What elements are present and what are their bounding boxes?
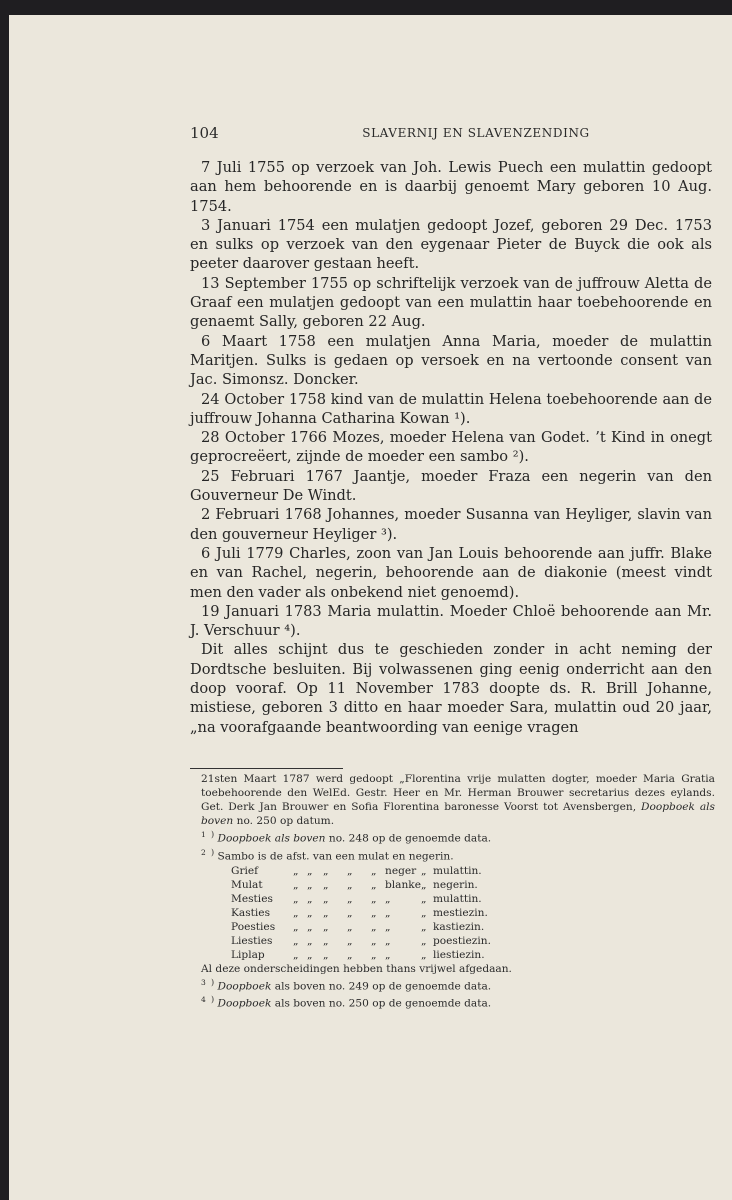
ditto-mark: „	[323, 920, 329, 933]
ditto-mark: „	[371, 948, 377, 961]
paragraph: 6 Juli 1779 Charles, zoon van Jan Louis behoorende aan juffr. Blake en van Rachel, negerin, behoorende aan de diakonie (meest vindt men den vader als onbekend niet genoemd).	[190, 544, 712, 601]
sambo-row	[219, 948, 715, 962]
ditto-mark: „	[293, 934, 299, 947]
sambo-term: Liesties	[231, 934, 273, 947]
ditto-mark: „	[371, 892, 377, 905]
main-text	[190, 158, 712, 737]
ditto-mark: „	[307, 878, 313, 891]
sambo-table	[201, 864, 715, 962]
sambo-parent-2: kastiezin.	[433, 920, 485, 933]
sambo-row	[219, 934, 715, 948]
sambo-parent-2: mulattin.	[433, 892, 482, 905]
ditto-mark: „	[347, 920, 353, 933]
ditto-mark: „	[347, 864, 353, 877]
sambo-parent-2: poestiezin.	[433, 934, 491, 947]
page-header	[190, 124, 712, 144]
paragraph: 24 October 1758 kind van de mulattin Helena toebehoorende aan de juffrouw Johanna Catharina Kowan ¹).	[190, 390, 712, 427]
ditto-mark: „	[307, 920, 313, 933]
ditto-mark: „	[293, 906, 299, 919]
sambo-term: Mesties	[231, 892, 273, 905]
ditto-mark: „	[307, 892, 313, 905]
ditto-mark: „	[323, 878, 329, 891]
ditto-mark: „	[421, 906, 427, 919]
paragraph: 19 Januari 1783 Maria mulattin. Moeder Chloë behoorende aan Mr. J. Verschuur ⁴).	[190, 602, 712, 640]
sambo-row	[219, 920, 715, 934]
ditto-mark: „	[421, 892, 427, 905]
ditto-mark: „	[371, 864, 377, 877]
ditto-mark: „	[323, 948, 329, 961]
footnote-rule	[190, 768, 343, 769]
sambo-parent-1: „	[385, 920, 391, 933]
sambo-term: Mulat	[231, 878, 263, 891]
running-head: SLAVERNIJ EN SLAVENZENDING	[362, 126, 590, 140]
footnote-continuation: 21sten Maart 1787 werd gedoopt „Florentina vrije mulatten dogter, moeder Maria Gratia toebehoorende den WelEd. Gestr. Heer en Mr. Herman Brouwer secretarius dezes eylands. Get. Derk Jan Brouwer en Sofia Florentina baronesse Voorst tot Avensbergen, Doopboek als boven no. 250 op datum.	[201, 773, 715, 828]
paragraph: 28 October 1766 Mozes, moeder Helena van Godet. ’t Kind in onegt geprocreëert, zijnde de moeder een sambo ²).	[190, 429, 712, 466]
sambo-parent-1: „	[385, 892, 391, 905]
ditto-mark: „	[323, 892, 329, 905]
sambo-term: Liplap	[231, 948, 265, 961]
sambo-row	[219, 878, 715, 892]
ditto-mark: „	[421, 878, 427, 891]
sambo-term: Grief	[231, 864, 259, 877]
ditto-mark: „	[307, 906, 313, 919]
ditto-mark: „	[293, 892, 299, 905]
footnote-4: 4 ) Doopboek als boven no. 250 op de genoemde data.	[201, 995, 492, 1010]
sambo-parent-1: „	[385, 948, 391, 961]
ditto-mark: „	[347, 906, 353, 919]
ditto-mark: „	[421, 864, 427, 877]
sambo-parent-2: negerin.	[433, 878, 478, 891]
ditto-mark: „	[347, 934, 353, 947]
ditto-mark: „	[371, 906, 377, 919]
sambo-parent-1: neger	[385, 864, 417, 877]
ditto-mark: „	[421, 920, 427, 933]
footnote-3: 3 ) Doopboek als boven no. 249 op de genoemde data.	[201, 977, 492, 993]
ditto-mark: „	[293, 920, 299, 933]
ditto-mark: „	[347, 878, 353, 891]
footnote-2: 2 ) Sambo is de afst. van een mulat en negerin.	[201, 848, 454, 863]
paragraph: 25 Februari 1767 Jaantje, moeder Fraza een negerin van den Gouverneur De Windt.	[190, 467, 712, 505]
ditto-mark: „	[307, 934, 313, 947]
ditto-mark: „	[323, 906, 329, 919]
footnotes	[201, 772, 715, 1011]
ditto-mark: „	[347, 948, 353, 961]
sambo-term: Poesties	[231, 920, 276, 933]
ditto-mark: „	[293, 948, 299, 961]
paragraph: 6 Maart 1758 een mulatjen Anna Maria, moeder de mulattin Maritjen. Sulks is gedaen op versoek en na vertoonde consent van Jac. Simonsz. Doncker.	[190, 332, 712, 389]
ditto-mark: „	[371, 878, 377, 891]
sambo-parent-2: mulattin.	[433, 864, 482, 877]
footnote-2-close: Al deze onderscheidingen hebben thans vrijwel afgedaan.	[201, 962, 512, 975]
sambo-parent-2: liestiezin.	[433, 948, 485, 961]
ditto-mark: „	[371, 920, 377, 933]
sambo-term: Kasties	[231, 906, 271, 919]
paragraph: 2 Februari 1768 Johannes, moeder Susanna van Heyliger, slavin van den gouverneur Heyliger ³).	[190, 506, 712, 543]
sambo-parent-1: „	[385, 906, 391, 919]
ditto-mark: „	[421, 948, 427, 961]
footnote-1: 1 ) Doopboek als boven no. 248 op de genoemde data.	[201, 830, 492, 845]
sambo-row	[219, 864, 715, 878]
paragraph: 7 Juli 1755 op verzoek van Joh. Lewis Puech een mulattin gedoopt aan hem behoorende en is daarbij genoemt Mary geboren 10 Aug. 1754.	[190, 159, 712, 215]
sambo-row	[219, 906, 715, 920]
ditto-mark: „	[323, 864, 329, 877]
paragraph: 3 Januari 1754 een mulatjen gedoopt Jozef, geboren 29 Dec. 1753 en sulks op verzoek van den eygenaar Pieter de Buyck die ook als peeter daarover gestaan heeft.	[190, 216, 712, 273]
ditto-mark: „	[421, 934, 427, 947]
page-number: 104	[190, 124, 219, 142]
sambo-row	[219, 892, 715, 906]
ditto-mark: „	[293, 878, 299, 891]
sambo-parent-1: blanke	[385, 878, 421, 891]
ditto-mark: „	[323, 934, 329, 947]
paragraph: Dit alles schijnt dus te geschieden zonder in acht neming der Dordtsche besluiten. Bij volwassenen ging eenig onderricht aan den doop vooraf. Op 11 November 1783 doopte ds. R. Brill Johanne, mistiese, geboren 3 ditto en haar moeder Sara, mulattin oud 20 jaar, „na voorafgaande beantwoording van eenige vragen	[190, 641, 712, 736]
sambo-parent-2: mestiezin.	[433, 906, 488, 919]
ditto-mark: „	[293, 864, 299, 877]
ditto-mark: „	[371, 934, 377, 947]
paragraph: 13 September 1755 op schriftelijk verzoek van de juffrouw Aletta de Graaf een mulatjen gedoopt van een mulattin haar toebehoorende en genaemt Sally, geboren 22 Aug.	[190, 274, 712, 331]
ditto-mark: „	[347, 892, 353, 905]
sambo-parent-1: „	[385, 934, 391, 947]
ditto-mark: „	[307, 864, 313, 877]
ditto-mark: „	[307, 948, 313, 961]
